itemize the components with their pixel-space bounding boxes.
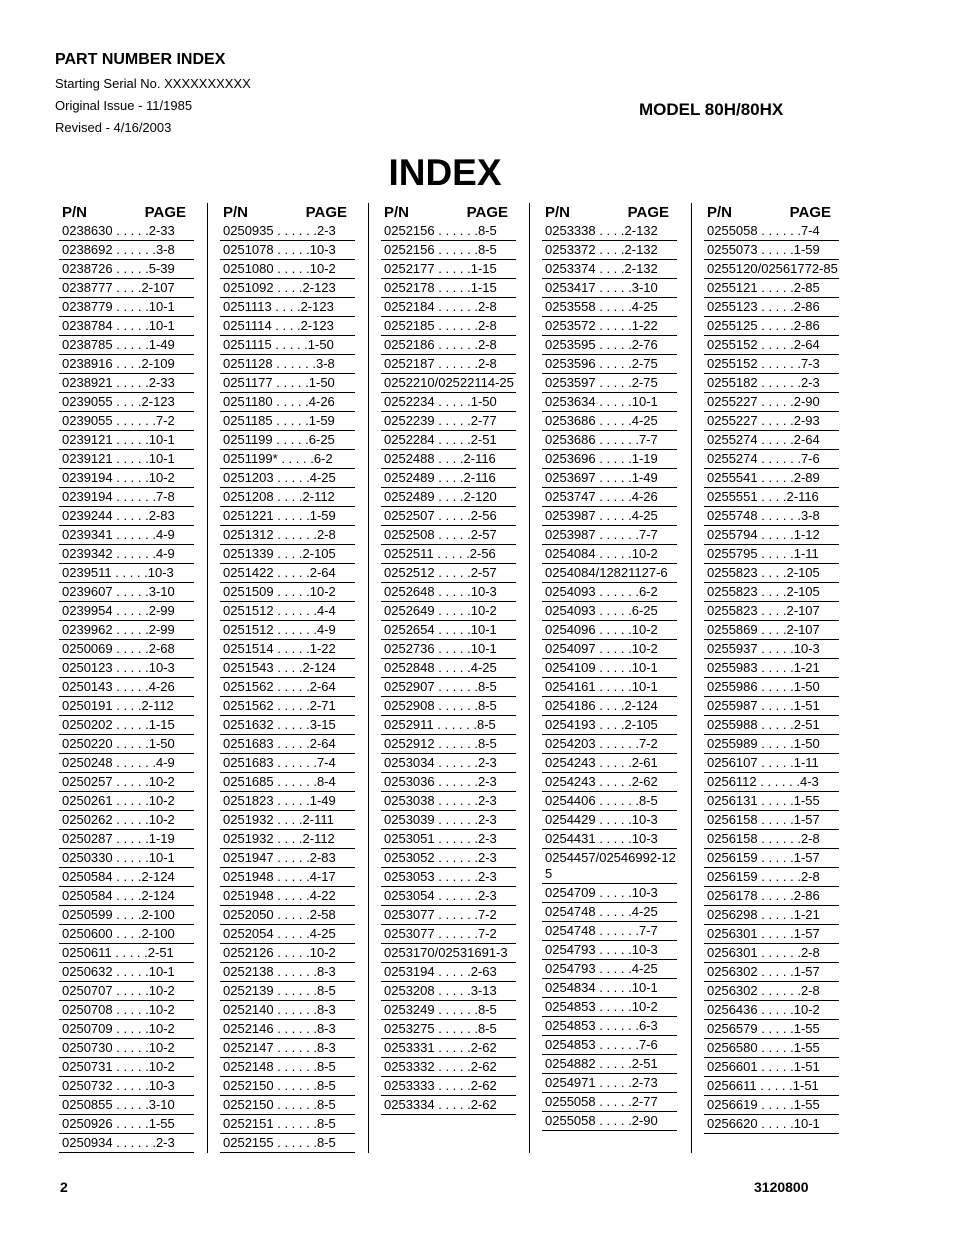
index-entry: 0252184 . . . . . .2-8 (381, 298, 516, 317)
page-header: PAGE (466, 204, 508, 221)
index-entry: 0254971 . . . . .2-73 (542, 1074, 677, 1093)
index-entry: 0255987 . . . . .1-51 (704, 697, 839, 716)
index-entry: 0253331 . . . . .2-62 (381, 1039, 516, 1058)
index-entry: 0256158 . . . . .1-57 (704, 811, 839, 830)
index-entry: 0252150 . . . . . .8-5 (220, 1096, 355, 1115)
index-entry: 0253170/02531691-3 (381, 944, 516, 963)
index-entry: 0253275 . . . . . .8-5 (381, 1020, 516, 1039)
index-entry: 0251562 . . . . .2-71 (220, 697, 355, 716)
index-entry: 0251932 . . . .2-111 (220, 811, 355, 830)
index-entry: 0239607 . . . . .3-10 (59, 583, 194, 602)
index-entry: 0252654 . . . . .10-1 (381, 621, 516, 640)
index-entry: 0254882 . . . . .2-51 (542, 1055, 677, 1074)
index-entry: 0252054 . . . . .4-25 (220, 925, 355, 944)
index-entry: 0253338 . . . .2-132 (542, 222, 677, 241)
index-entry: 0250731 . . . . .10-2 (59, 1058, 194, 1077)
index-entry: 0238630 . . . . .2-33 (59, 222, 194, 241)
index-entry: 0252512 . . . . .2-57 (381, 564, 516, 583)
index-entry: 0253053 . . . . . .2-3 (381, 868, 516, 887)
index-entry: 0255983 . . . . .1-21 (704, 659, 839, 678)
index-entry: 0252911 . . . . . .8-5 (381, 716, 516, 735)
index-entry: 0252156 . . . . . .8-5 (381, 222, 516, 241)
index-entry: 0250584 . . . .2-124 (59, 868, 194, 887)
index-entry: 0255227 . . . . .2-90 (704, 393, 839, 412)
index-entry: 0239055 . . . .2-123 (59, 393, 194, 412)
index-entry: 0252489 . . . .2-116 (381, 469, 516, 488)
index-entry: 0255120/02561772-85 (704, 260, 839, 279)
index-entry: 0251203 . . . . .4-25 (220, 469, 355, 488)
column-header (704, 203, 839, 222)
index-entry: 0252185 . . . . . .2-8 (381, 317, 516, 336)
index-entry: 0256302 . . . . .1-57 (704, 963, 839, 982)
index-entry: 0252234 . . . . .1-50 (381, 393, 516, 412)
index-entry: 0253077 . . . . . .7-2 (381, 906, 516, 925)
index-entry: 0254457/02546992-125 (542, 849, 677, 884)
index-entry: 0252489 . . . .2-120 (381, 488, 516, 507)
index-entry: 0253039 . . . . . .2-3 (381, 811, 516, 830)
index-entry: 0251632 . . . . .3-15 (220, 716, 355, 735)
index-entry: 0251512 . . . . . .4-9 (220, 621, 355, 640)
index-entry: 0251514 . . . . .1-22 (220, 640, 355, 659)
pn-header: P/N (707, 204, 733, 221)
index-entry: 0238692 . . . . . .3-8 (59, 241, 194, 260)
index-entry: 0250191 . . . .2-112 (59, 697, 194, 716)
index-entry: 0255123 . . . . .2-86 (704, 298, 839, 317)
index-entry: 0251177 . . . . .1-50 (220, 374, 355, 393)
index-entry: 0239121 . . . . .10-1 (59, 431, 194, 450)
index-entry: 0250599 . . . .2-100 (59, 906, 194, 925)
index-entry: 0251185 . . . . .1-59 (220, 412, 355, 431)
page-header: PAGE (627, 204, 669, 221)
index-entry: 0254096 . . . . .10-2 (542, 621, 677, 640)
index-entry: 0252488 . . . .2-116 (381, 450, 516, 469)
index-entry: 0255937 . . . . .10-3 (704, 640, 839, 659)
index-entry: 0252649 . . . . .10-2 (381, 602, 516, 621)
index-entry: 0253332 . . . . .2-62 (381, 1058, 516, 1077)
index-entry: 0253036 . . . . . .2-3 (381, 773, 516, 792)
page-number: 2 (60, 1179, 68, 1195)
index-entry: 0252187 . . . . . .2-8 (381, 355, 516, 374)
index-entry: 0254084 . . . . .10-2 (542, 545, 677, 564)
index-entry: 0254109 . . . . .10-1 (542, 659, 677, 678)
index-entry: 0256298 . . . . .1-21 (704, 906, 839, 925)
index-entry: 0251208 . . . .2-112 (220, 488, 355, 507)
index-entry: 0253052 . . . . . .2-3 (381, 849, 516, 868)
index-entry: 0250143 . . . . .4-26 (59, 678, 194, 697)
index-entry: 0253208 . . . . .3-13 (381, 982, 516, 1001)
index-entry: 0239511 . . . . .10-3 (59, 564, 194, 583)
index-entry: 0238784 . . . . .10-1 (59, 317, 194, 336)
index-entry: 0256302 . . . . . .2-8 (704, 982, 839, 1001)
index-entry: 0239194 . . . . .10-2 (59, 469, 194, 488)
index-entry: 0255748 . . . . . .3-8 (704, 507, 839, 526)
index-entry: 0251683 . . . . .2-64 (220, 735, 355, 754)
index-entry: 0250248 . . . . . .4-9 (59, 754, 194, 773)
index-entry: 0252907 . . . . . .8-5 (381, 678, 516, 697)
index-entry: 0252126 . . . . .10-2 (220, 944, 355, 963)
index-entry: 0250330 . . . . .10-1 (59, 849, 194, 868)
index-entry: 0252239 . . . . .2-77 (381, 412, 516, 431)
column-divider (529, 203, 530, 1153)
index-entry: 0251685 . . . . . .8-4 (220, 773, 355, 792)
index-entry: 0251199 . . . . .6-25 (220, 431, 355, 450)
index-entry: 0251683 . . . . . .7-4 (220, 754, 355, 773)
index-entry: 0253038 . . . . . .2-3 (381, 792, 516, 811)
index-entry: 0251199* . . . . .6-2 (220, 450, 355, 469)
index-entry: 0254853 . . . . . .7-6 (542, 1036, 677, 1055)
index-entry: 0253333 . . . . .2-62 (381, 1077, 516, 1096)
index-entry: 0250261 . . . . .10-2 (59, 792, 194, 811)
pn-header: P/N (62, 204, 88, 221)
pn-header: P/N (384, 204, 410, 221)
index-entry: 0256159 . . . . .1-57 (704, 849, 839, 868)
index-entry: 0254193 . . . .2-105 (542, 716, 677, 735)
index-column-3 (381, 203, 516, 1115)
index-entry: 0255152 . . . . .2-64 (704, 336, 839, 355)
index-entry: 0253054 . . . . . .2-3 (381, 887, 516, 906)
index-entry: 0252648 . . . . .10-3 (381, 583, 516, 602)
index-entry: 0255989 . . . . .1-50 (704, 735, 839, 754)
index-entry: 0253696 . . . . .1-19 (542, 450, 677, 469)
index-entry: 0250632 . . . . .10-1 (59, 963, 194, 982)
index-entry: 0251948 . . . . .4-22 (220, 887, 355, 906)
index-entry: 0253634 . . . . .10-1 (542, 393, 677, 412)
index-entry: 0251221 . . . . .1-59 (220, 507, 355, 526)
index-entry: 0251422 . . . . .2-64 (220, 564, 355, 583)
index-entry: 0255182 . . . . . .2-3 (704, 374, 839, 393)
index-entry: 0252156 . . . . . .8-5 (381, 241, 516, 260)
index-entry: 0254709 . . . . .10-3 (542, 884, 677, 903)
index-entry: 0255073 . . . . .1-59 (704, 241, 839, 260)
index-entry: 0255869 . . . .2-107 (704, 621, 839, 640)
index-column-2 (220, 203, 355, 1153)
index-entry: 0254748 . . . . .4-25 (542, 903, 677, 922)
index-entry: 0239954 . . . . .2-99 (59, 602, 194, 621)
index-entry: 0256107 . . . . .1-11 (704, 754, 839, 773)
index-column-4 (542, 203, 677, 1131)
index-entry: 0238785 . . . . .1-49 (59, 336, 194, 355)
index-entry: 0254093 . . . . . .6-2 (542, 583, 677, 602)
index-entry: 0256619 . . . . .1-55 (704, 1096, 839, 1115)
index-entry: 0254406 . . . . . .8-5 (542, 792, 677, 811)
index-entry: 0256579 . . . . .1-55 (704, 1020, 839, 1039)
index-entry: 0238916 . . . .2-109 (59, 355, 194, 374)
index-entry: 0239244 . . . . .2-83 (59, 507, 194, 526)
index-entry: 0255823 . . . .2-105 (704, 583, 839, 602)
index-entry: 0250220 . . . . .1-50 (59, 735, 194, 754)
index-entry: 0238779 . . . . .10-1 (59, 298, 194, 317)
index-entry: 0250287 . . . . .1-19 (59, 830, 194, 849)
index-entry: 0252146 . . . . . .8-3 (220, 1020, 355, 1039)
index-entry: 0250730 . . . . .10-2 (59, 1039, 194, 1058)
column-divider (207, 203, 208, 1153)
index-entry: 0250708 . . . . .10-2 (59, 1001, 194, 1020)
index-column-5 (704, 203, 839, 1134)
index-entry: 0256611 . . . . .1-51 (704, 1077, 839, 1096)
index-entry: 0250069 . . . . .2-68 (59, 640, 194, 659)
index-entry: 0252138 . . . . . .8-3 (220, 963, 355, 982)
index-entry: 0252284 . . . . .2-51 (381, 431, 516, 450)
index-entry: 0255058 . . . . . .7-4 (704, 222, 839, 241)
index-entry: 0250600 . . . .2-100 (59, 925, 194, 944)
index-entry: 0255058 . . . . .2-90 (542, 1112, 677, 1131)
index-entry: 0254084/12821127-6 (542, 564, 677, 583)
index-entry: 0256158 . . . . . .2-8 (704, 830, 839, 849)
index-entry: 0251092 . . . .2-123 (220, 279, 355, 298)
index-entry: 0251078 . . . . .10-3 (220, 241, 355, 260)
original-issue-text: Original Issue - 11/1985 (55, 98, 193, 113)
index-entry: 0256301 . . . . .1-57 (704, 925, 839, 944)
index-entry: 0255058 . . . . .2-77 (542, 1093, 677, 1112)
index-entry: 0251115 . . . . .1-50 (220, 336, 355, 355)
index-entry: 0251080 . . . . .10-2 (220, 260, 355, 279)
index-entry: 0253194 . . . . .2-63 (381, 963, 516, 982)
index-entry: 0255274 . . . . . .7-6 (704, 450, 839, 469)
index-entry: 0250926 . . . . .1-55 (59, 1115, 194, 1134)
index-entry: 0251180 . . . . .4-26 (220, 393, 355, 412)
index-entry: 0251948 . . . . .4-17 (220, 868, 355, 887)
index-entry: 0254853 . . . . . .6-3 (542, 1017, 677, 1036)
index-entry: 0250707 . . . . .10-2 (59, 982, 194, 1001)
index-entry: 0253697 . . . . .1-49 (542, 469, 677, 488)
index-heading: INDEX (388, 152, 502, 193)
index-entry: 0252150 . . . . . .8-5 (220, 1077, 355, 1096)
index-entry: 0251113 . . . .2-123 (220, 298, 355, 317)
index-entry: 0252151 . . . . . .8-5 (220, 1115, 355, 1134)
index-entry: 0239055 . . . . . .7-2 (59, 412, 194, 431)
index-entry: 0252139 . . . . . .8-5 (220, 982, 355, 1001)
index-entry: 0239962 . . . . .2-99 (59, 621, 194, 640)
index-entry: 0255795 . . . . .1-11 (704, 545, 839, 564)
index-entry: 0255274 . . . . .2-64 (704, 431, 839, 450)
index-entry: 0252912 . . . . . .8-5 (381, 735, 516, 754)
index-entry: 0254429 . . . . .10-3 (542, 811, 677, 830)
index-entry: 0250935 . . . . . .2-3 (220, 222, 355, 241)
index-entry: 0252178 . . . . .1-15 (381, 279, 516, 298)
column-header (542, 203, 677, 222)
index-entry: 0255227 . . . . .2-93 (704, 412, 839, 431)
index-entry: 0253249 . . . . . .8-5 (381, 1001, 516, 1020)
index-entry: 0239194 . . . . . .7-8 (59, 488, 194, 507)
index-entry: 0253558 . . . . .4-25 (542, 298, 677, 317)
index-columns (0, 203, 954, 1153)
pn-header: P/N (545, 204, 571, 221)
index-entry: 0250732 . . . . .10-3 (59, 1077, 194, 1096)
column-divider (691, 203, 692, 1153)
index-entry: 0253596 . . . . .2-75 (542, 355, 677, 374)
index-entry: 0255551 . . . .2-116 (704, 488, 839, 507)
index-entry: 0256131 . . . . .1-55 (704, 792, 839, 811)
index-entry: 0254748 . . . . . .7-7 (542, 922, 677, 941)
page-title: PART NUMBER INDEX (55, 51, 226, 68)
pn-header: P/N (223, 204, 249, 221)
column-header (59, 203, 194, 222)
index-entry: 0256112 . . . . . .4-3 (704, 773, 839, 792)
index-entry: 0253747 . . . . .4-26 (542, 488, 677, 507)
index-entry: 0250262 . . . . .10-2 (59, 811, 194, 830)
index-entry: 0252177 . . . . .1-15 (381, 260, 516, 279)
index-entry: 0251543 . . . .2-124 (220, 659, 355, 678)
index-entry: 0251312 . . . . . .2-8 (220, 526, 355, 545)
index-entry: 0252186 . . . . . .2-8 (381, 336, 516, 355)
index-entry: 0254093 . . . . .6-25 (542, 602, 677, 621)
index-entry: 0251509 . . . . .10-2 (220, 583, 355, 602)
index-entry: 0239341 . . . . . .4-9 (59, 526, 194, 545)
index-entry: 0254203 . . . . . .7-2 (542, 735, 677, 754)
index-entry: 0251339 . . . .2-105 (220, 545, 355, 564)
index-entry: 0252147 . . . . . .8-3 (220, 1039, 355, 1058)
index-entry: 0253686 . . . . . .7-7 (542, 431, 677, 450)
index-entry: 0251128 . . . . . .3-8 (220, 355, 355, 374)
index-entry: 0253686 . . . . .4-25 (542, 412, 677, 431)
serial-number-text: Starting Serial No. XXXXXXXXXX (55, 76, 251, 91)
index-entry: 0253417 . . . . .3-10 (542, 279, 677, 298)
index-entry: 0254834 . . . . .10-1 (542, 979, 677, 998)
index-entry: 0255125 . . . . .2-86 (704, 317, 839, 336)
index-entry: 0250202 . . . . .1-15 (59, 716, 194, 735)
index-entry: 0250123 . . . . .10-3 (59, 659, 194, 678)
index-entry: 0251512 . . . . . .4-4 (220, 602, 355, 621)
index-entry: 0252140 . . . . . .8-3 (220, 1001, 355, 1020)
index-entry: 0251823 . . . . .1-49 (220, 792, 355, 811)
index-entry: 0255823 . . . .2-105 (704, 564, 839, 583)
index-entry: 0250709 . . . . .10-2 (59, 1020, 194, 1039)
index-entry: 0250257 . . . . .10-2 (59, 773, 194, 792)
index-entry: 0255823 . . . .2-107 (704, 602, 839, 621)
index-entry: 0255121 . . . . .2-85 (704, 279, 839, 298)
index-entry: 0253034 . . . . . .2-3 (381, 754, 516, 773)
index-entry: 0252508 . . . . .2-57 (381, 526, 516, 545)
index-entry: 0252908 . . . . . .8-5 (381, 697, 516, 716)
index-entry: 0238726 . . . . .5-39 (59, 260, 194, 279)
index-entry: 0256620 . . . . .10-1 (704, 1115, 839, 1134)
index-entry: 0250611 . . . . .2-51 (59, 944, 194, 963)
index-entry: 0254243 . . . . .2-61 (542, 754, 677, 773)
index-entry: 0253374 . . . .2-132 (542, 260, 677, 279)
index-entry: 0250855 . . . . .3-10 (59, 1096, 194, 1115)
page-header: PAGE (305, 204, 347, 221)
index-entry: 0255794 . . . . .1-12 (704, 526, 839, 545)
index-entry: 0252210/02522114-25 (381, 374, 516, 393)
index-entry: 0256601 . . . . .1-51 (704, 1058, 839, 1077)
model-title: MODEL 80H/80HX (639, 100, 784, 119)
index-entry: 0252507 . . . . .2-56 (381, 507, 516, 526)
index-entry: 0239121 . . . . .10-1 (59, 450, 194, 469)
index-entry: 0254431 . . . . .10-3 (542, 830, 677, 849)
column-header (220, 203, 355, 222)
index-entry: 0250934 . . . . . .2-3 (59, 1134, 194, 1153)
page-header: PAGE (789, 204, 831, 221)
index-entry: 0238921 . . . . .2-33 (59, 374, 194, 393)
index-entry: 0252148 . . . . . .8-5 (220, 1058, 355, 1077)
index-entry: 0253572 . . . . .1-22 (542, 317, 677, 336)
index-entry: 0254793 . . . . .10-3 (542, 941, 677, 960)
column-divider (368, 203, 369, 1153)
index-entry: 0253372 . . . .2-132 (542, 241, 677, 260)
index-entry: 0252155 . . . . . .8-5 (220, 1134, 355, 1153)
index-entry: 0255541 . . . . .2-89 (704, 469, 839, 488)
index-entry: 0254243 . . . . .2-62 (542, 773, 677, 792)
index-entry: 0251562 . . . . .2-64 (220, 678, 355, 697)
index-column-1 (59, 203, 194, 1153)
index-entry: 0254793 . . . . .4-25 (542, 960, 677, 979)
index-entry: 0254161 . . . . .10-1 (542, 678, 677, 697)
index-entry: 0256301 . . . . . .2-8 (704, 944, 839, 963)
index-entry: 0250584 . . . .2-124 (59, 887, 194, 906)
index-entry: 0256178 . . . . .2-86 (704, 887, 839, 906)
index-entry: 0251932 . . . .2-112 (220, 830, 355, 849)
index-entry: 0253595 . . . . .2-76 (542, 336, 677, 355)
index-entry: 0252848 . . . . .4-25 (381, 659, 516, 678)
index-entry: 0256159 . . . . . .2-8 (704, 868, 839, 887)
index-entry: 0255152 . . . . . .7-3 (704, 355, 839, 374)
index-entry: 0253987 . . . . . .7-7 (542, 526, 677, 545)
index-entry: 0255986 . . . . .1-50 (704, 678, 839, 697)
index-entry: 0252511 . . . . .2-56 (381, 545, 516, 564)
index-entry: 0254186 . . . .2-124 (542, 697, 677, 716)
index-entry: 0255988 . . . . .2-51 (704, 716, 839, 735)
index-entry: 0239342 . . . . . .4-9 (59, 545, 194, 564)
index-entry: 0251947 . . . . .2-83 (220, 849, 355, 868)
column-header (381, 203, 516, 222)
page-header: PAGE (144, 204, 186, 221)
index-entry: 0253987 . . . . .4-25 (542, 507, 677, 526)
index-entry: 0256580 . . . . .1-55 (704, 1039, 839, 1058)
index-entry: 0252050 . . . . .2-58 (220, 906, 355, 925)
index-entry: 0253077 . . . . . .7-2 (381, 925, 516, 944)
index-entry: 0238777 . . . .2-107 (59, 279, 194, 298)
index-entry: 0251114 . . . .2-123 (220, 317, 355, 336)
index-entry: 0256436 . . . . .10-2 (704, 1001, 839, 1020)
revised-date-text: Revised - 4/16/2003 (55, 120, 172, 135)
index-entry: 0253051 . . . . . .2-3 (381, 830, 516, 849)
index-entry: 0254097 . . . . .10-2 (542, 640, 677, 659)
index-entry: 0253334 . . . . .2-62 (381, 1096, 516, 1115)
index-entry: 0252736 . . . . .10-1 (381, 640, 516, 659)
index-entry: 0254853 . . . . .10-2 (542, 998, 677, 1017)
document-number: 3120800 (754, 1179, 809, 1195)
index-entry: 0253597 . . . . .2-75 (542, 374, 677, 393)
